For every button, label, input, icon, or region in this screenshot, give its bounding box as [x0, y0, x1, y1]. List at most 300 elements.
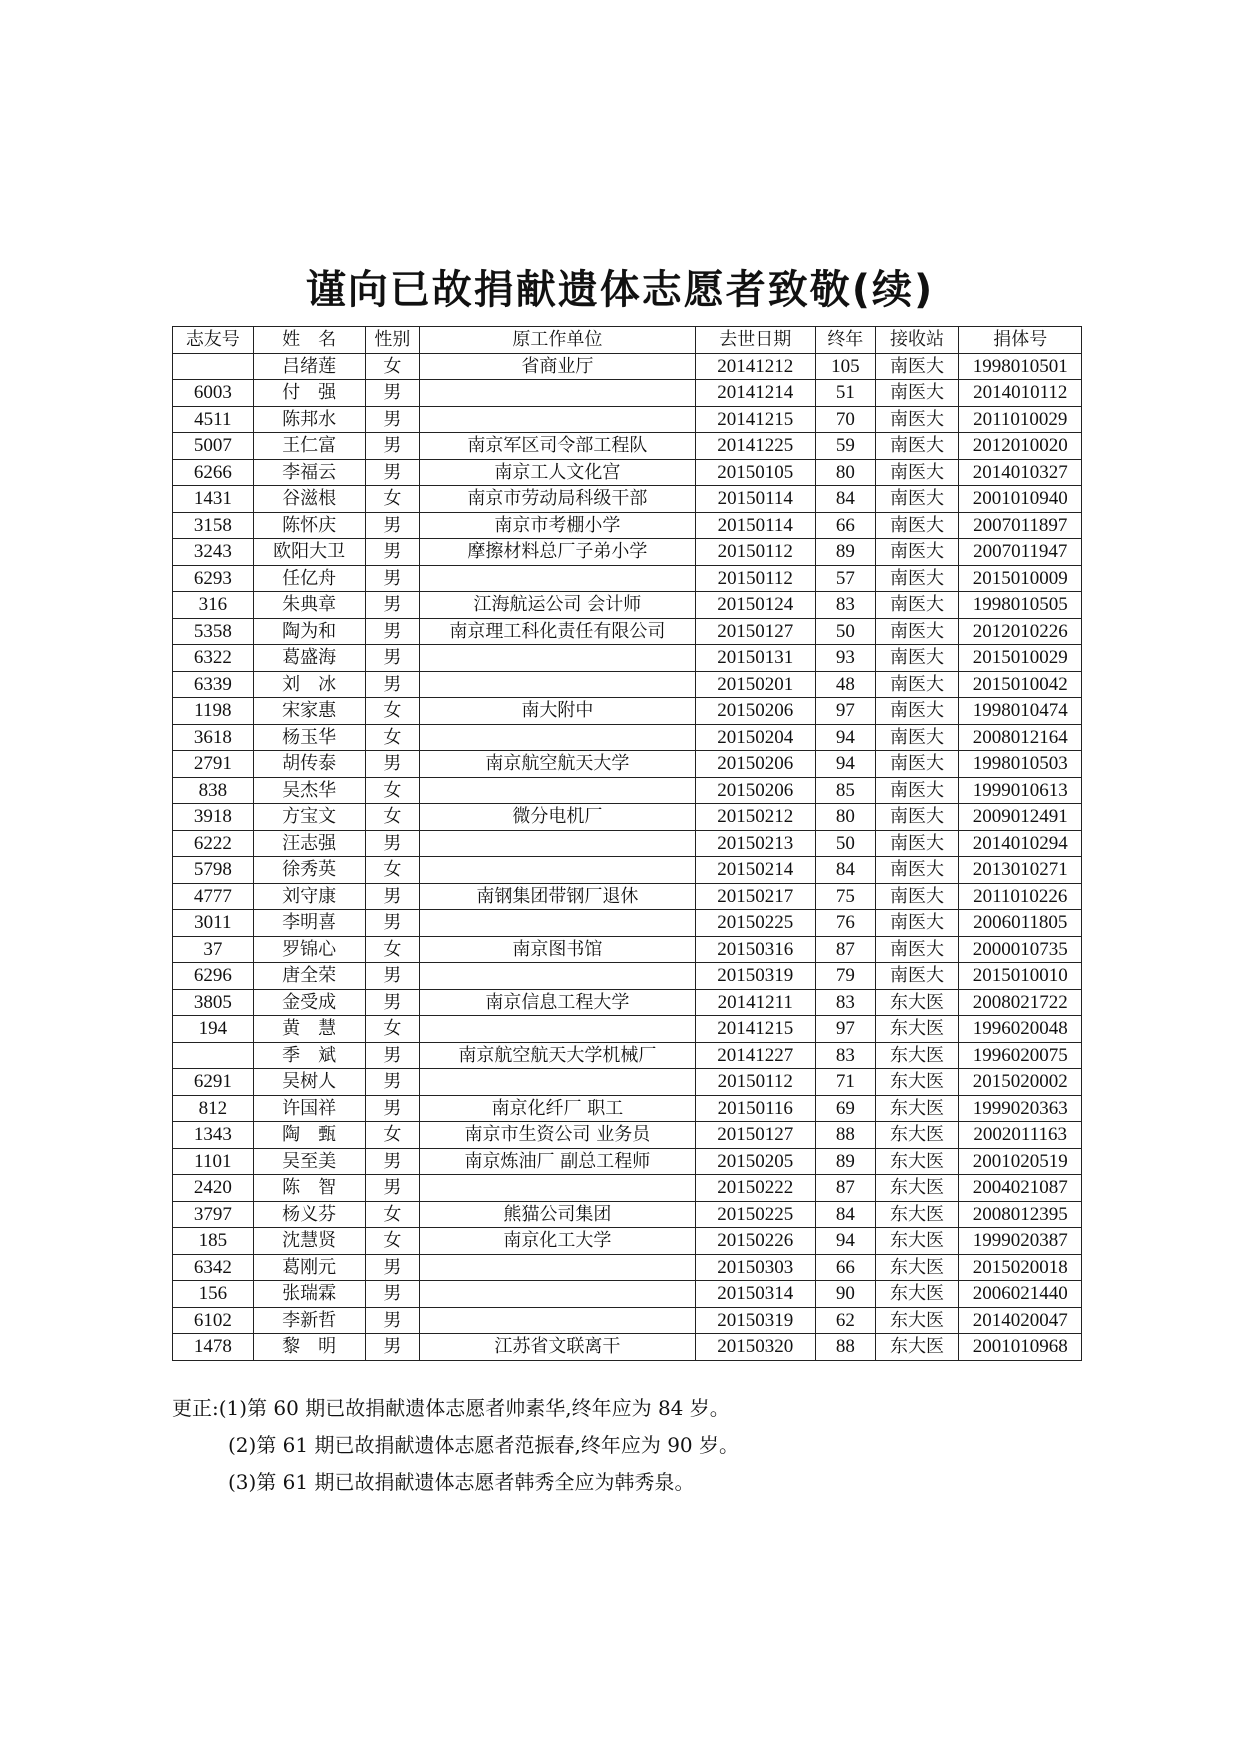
donation-number-cell: 2001010940: [959, 486, 1082, 513]
donation-number-cell: 2011010029: [959, 406, 1082, 433]
work-unit-cell: [420, 1307, 695, 1334]
receiving-station-cell: 东大医: [875, 1069, 959, 1096]
age-cell: 83: [815, 592, 875, 619]
member-id-cell: 6296: [173, 963, 254, 990]
member-id-cell: 1431: [173, 486, 254, 513]
age-cell: 75: [815, 883, 875, 910]
receiving-station-cell: 南医大: [875, 804, 959, 831]
work-unit-cell: 南京军区司令部工程队: [420, 433, 695, 460]
death-date-cell: 20150112: [695, 539, 815, 566]
age-cell: 84: [815, 857, 875, 884]
gender-cell: 男: [365, 565, 419, 592]
name-cell: 葛刚元: [253, 1254, 365, 1281]
name-cell: 葛盛海: [253, 645, 365, 672]
member-id-cell: 4777: [173, 883, 254, 910]
member-id-cell: 5007: [173, 433, 254, 460]
receiving-station-cell: 南医大: [875, 645, 959, 672]
donation-number-cell: 2004021087: [959, 1175, 1082, 1202]
donation-number-cell: 2011010226: [959, 883, 1082, 910]
receiving-station-cell: 南医大: [875, 512, 959, 539]
work-unit-cell: [420, 645, 695, 672]
work-unit-cell: [420, 671, 695, 698]
gender-cell: 男: [365, 618, 419, 645]
age-cell: 89: [815, 539, 875, 566]
name-cell: 吕绪莲: [253, 353, 365, 380]
donation-number-cell: 2013010271: [959, 857, 1082, 884]
table-row: [173, 883, 1082, 910]
donation-number-cell: 2014010327: [959, 459, 1082, 486]
table-row: [173, 380, 1082, 407]
page-title: 谨向已故捐献遗体志愿者致敬(续): [305, 267, 935, 313]
member-id-cell: 3243: [173, 539, 254, 566]
age-cell: 85: [815, 777, 875, 804]
donation-number-cell: 1998010474: [959, 698, 1082, 725]
member-id-cell: 2420: [173, 1175, 254, 1202]
age-cell: 51: [815, 380, 875, 407]
age-cell: 93: [815, 645, 875, 672]
header-donation-number: 捐体号: [959, 327, 1082, 354]
work-unit-cell: [420, 1254, 695, 1281]
name-cell: 宋家惠: [253, 698, 365, 725]
work-unit-cell: [420, 830, 695, 857]
receiving-station-cell: 南医大: [875, 565, 959, 592]
member-id-cell: 2791: [173, 751, 254, 778]
donation-number-cell: 2001020519: [959, 1148, 1082, 1175]
name-cell: 罗锦心: [253, 936, 365, 963]
work-unit-cell: 南京理工科化责任有限公司: [420, 618, 695, 645]
death-date-cell: 20150116: [695, 1095, 815, 1122]
receiving-station-cell: 南医大: [875, 777, 959, 804]
work-unit-cell: [420, 565, 695, 592]
death-date-cell: 20150319: [695, 963, 815, 990]
member-id-cell: 6342: [173, 1254, 254, 1281]
donation-number-cell: 1998010501: [959, 353, 1082, 380]
name-cell: 吴树人: [253, 1069, 365, 1096]
receiving-station-cell: 南医大: [875, 353, 959, 380]
age-cell: 94: [815, 724, 875, 751]
gender-cell: 女: [365, 1016, 419, 1043]
death-date-cell: 20150213: [695, 830, 815, 857]
age-cell: 59: [815, 433, 875, 460]
age-cell: 50: [815, 830, 875, 857]
receiving-station-cell: 南医大: [875, 486, 959, 513]
member-id-cell: 6102: [173, 1307, 254, 1334]
name-cell: 杨义芬: [253, 1201, 365, 1228]
gender-cell: 男: [365, 1175, 419, 1202]
age-cell: 97: [815, 1016, 875, 1043]
table-row: [173, 353, 1082, 380]
table-row: [173, 777, 1082, 804]
table-row: [173, 459, 1082, 486]
receiving-station-cell: 南医大: [875, 539, 959, 566]
table-row: [173, 1069, 1082, 1096]
table-row: [173, 804, 1082, 831]
table-row: [173, 1122, 1082, 1149]
donation-number-cell: 2015010010: [959, 963, 1082, 990]
table-row: [173, 512, 1082, 539]
correction-line-3: [172, 1464, 739, 1501]
work-unit-cell: [420, 963, 695, 990]
table-row: [173, 1254, 1082, 1281]
table-row: [173, 698, 1082, 725]
name-cell: 吴杰华: [253, 777, 365, 804]
age-cell: 48: [815, 671, 875, 698]
work-unit-cell: 南京工人文化宫: [420, 459, 695, 486]
death-date-cell: 20150204: [695, 724, 815, 751]
death-date-cell: 20150206: [695, 751, 815, 778]
name-cell: 沈慧贤: [253, 1228, 365, 1255]
member-id-cell: 3805: [173, 989, 254, 1016]
gender-cell: 男: [365, 592, 419, 619]
member-id-cell: 1343: [173, 1122, 254, 1149]
member-id-cell: 185: [173, 1228, 254, 1255]
receiving-station-cell: 东大医: [875, 1254, 959, 1281]
gender-cell: 男: [365, 989, 419, 1016]
name-cell: 胡传泰: [253, 751, 365, 778]
receiving-station-cell: 南医大: [875, 618, 959, 645]
work-unit-cell: 南京化纤厂 职工: [420, 1095, 695, 1122]
table-row: [173, 1334, 1082, 1361]
header-name: 姓 名: [253, 327, 365, 354]
work-unit-cell: [420, 1016, 695, 1043]
name-cell: 王仁富: [253, 433, 365, 460]
member-id-cell: 3011: [173, 910, 254, 937]
gender-cell: 女: [365, 724, 419, 751]
table-row: [173, 433, 1082, 460]
donation-number-cell: 1996020075: [959, 1042, 1082, 1069]
receiving-station-cell: 东大医: [875, 1307, 959, 1334]
receiving-station-cell: 南医大: [875, 724, 959, 751]
member-id-cell: 3797: [173, 1201, 254, 1228]
gender-cell: 男: [365, 645, 419, 672]
death-date-cell: 20150201: [695, 671, 815, 698]
member-id-cell: 3158: [173, 512, 254, 539]
age-cell: 94: [815, 1228, 875, 1255]
table-row: [173, 1016, 1082, 1043]
member-id-cell: 6322: [173, 645, 254, 672]
donation-number-cell: 1999020363: [959, 1095, 1082, 1122]
gender-cell: 女: [365, 804, 419, 831]
death-date-cell: 20150124: [695, 592, 815, 619]
receiving-station-cell: 南医大: [875, 433, 959, 460]
work-unit-cell: 江苏省文联离干: [420, 1334, 695, 1361]
member-id-cell: 4511: [173, 406, 254, 433]
name-cell: 陶 甄: [253, 1122, 365, 1149]
gender-cell: 男: [365, 910, 419, 937]
receiving-station-cell: 南医大: [875, 936, 959, 963]
table-row: [173, 565, 1082, 592]
name-cell: 杨玉华: [253, 724, 365, 751]
death-date-cell: 20150114: [695, 512, 815, 539]
table-row: [173, 1148, 1082, 1175]
header-work-unit: 原工作单位: [420, 327, 695, 354]
name-cell: 朱典章: [253, 592, 365, 619]
member-id-cell: [173, 353, 254, 380]
work-unit-cell: [420, 724, 695, 751]
work-unit-cell: 江海航运公司 会计师: [420, 592, 695, 619]
table-row: [173, 486, 1082, 513]
donation-number-cell: 2002011163: [959, 1122, 1082, 1149]
gender-cell: 女: [365, 857, 419, 884]
gender-cell: 女: [365, 936, 419, 963]
gender-cell: 男: [365, 751, 419, 778]
donation-number-cell: 2015010009: [959, 565, 1082, 592]
gender-cell: 男: [365, 433, 419, 460]
age-cell: 80: [815, 459, 875, 486]
table-row: [173, 989, 1082, 1016]
death-date-cell: 20150225: [695, 1201, 815, 1228]
table-row: [173, 857, 1082, 884]
age-cell: 69: [815, 1095, 875, 1122]
death-date-cell: 20150303: [695, 1254, 815, 1281]
gender-cell: 男: [365, 539, 419, 566]
receiving-station-cell: 南医大: [875, 883, 959, 910]
work-unit-cell: 南京市生资公司 业务员: [420, 1122, 695, 1149]
member-id-cell: 5798: [173, 857, 254, 884]
receiving-station-cell: 东大医: [875, 1175, 959, 1202]
member-id-cell: 3618: [173, 724, 254, 751]
corrections-notes: [172, 1390, 739, 1501]
death-date-cell: 20150316: [695, 936, 815, 963]
gender-cell: 男: [365, 459, 419, 486]
death-date-cell: 20141214: [695, 380, 815, 407]
correction-item: (2)第 61 期已故捐献遗体志愿者范振春,终年应为 90 岁。: [228, 1433, 740, 1457]
table-row: [173, 1095, 1082, 1122]
gender-cell: 男: [365, 1042, 419, 1069]
correction-item: (3)第 61 期已故捐献遗体志愿者韩秀全应为韩秀泉。: [228, 1470, 695, 1494]
age-cell: 94: [815, 751, 875, 778]
table-row: [173, 724, 1082, 751]
table-row: [173, 618, 1082, 645]
death-date-cell: 20150114: [695, 486, 815, 513]
name-cell: 吴至美: [253, 1148, 365, 1175]
gender-cell: 女: [365, 1228, 419, 1255]
age-cell: 105: [815, 353, 875, 380]
gender-cell: 男: [365, 1307, 419, 1334]
receiving-station-cell: 南医大: [875, 592, 959, 619]
age-cell: 50: [815, 618, 875, 645]
table-row: [173, 830, 1082, 857]
work-unit-cell: 熊猫公司集团: [420, 1201, 695, 1228]
gender-cell: 男: [365, 406, 419, 433]
donation-number-cell: 1999020387: [959, 1228, 1082, 1255]
donation-number-cell: 1999010613: [959, 777, 1082, 804]
header-receiving-station: 接收站: [875, 327, 959, 354]
donation-number-cell: 2014010112: [959, 380, 1082, 407]
work-unit-cell: 南京航空航天大学机械厂: [420, 1042, 695, 1069]
correction-line-2: [172, 1427, 739, 1464]
donation-number-cell: 2012010226: [959, 618, 1082, 645]
death-date-cell: 20150214: [695, 857, 815, 884]
work-unit-cell: [420, 1175, 695, 1202]
donation-number-cell: 2015010042: [959, 671, 1082, 698]
table-row: [173, 1281, 1082, 1308]
death-date-cell: 20150314: [695, 1281, 815, 1308]
table-row: [173, 936, 1082, 963]
table-row: [173, 751, 1082, 778]
age-cell: 57: [815, 565, 875, 592]
table-row: [173, 1307, 1082, 1334]
correction-line-1: [172, 1390, 739, 1427]
table-header-row: [173, 327, 1082, 354]
receiving-station-cell: 南医大: [875, 910, 959, 937]
donation-number-cell: 1998010503: [959, 751, 1082, 778]
table-row: [173, 910, 1082, 937]
death-date-cell: 20150112: [695, 565, 815, 592]
work-unit-cell: [420, 910, 695, 937]
receiving-station-cell: 南医大: [875, 406, 959, 433]
member-id-cell: 812: [173, 1095, 254, 1122]
table-row: [173, 1042, 1082, 1069]
receiving-station-cell: 南医大: [875, 963, 959, 990]
gender-cell: 女: [365, 1201, 419, 1228]
name-cell: 付 强: [253, 380, 365, 407]
age-cell: 79: [815, 963, 875, 990]
correction-item: :(1)第 60 期已故捐献遗体志愿者帅素华,终年应为 84 岁。: [212, 1396, 730, 1420]
name-cell: 陈邦水: [253, 406, 365, 433]
age-cell: 90: [815, 1281, 875, 1308]
gender-cell: 男: [365, 830, 419, 857]
table-row: [173, 539, 1082, 566]
receiving-station-cell: 南医大: [875, 671, 959, 698]
member-id-cell: 1101: [173, 1148, 254, 1175]
donation-number-cell: 2000010735: [959, 936, 1082, 963]
table-row: [173, 1175, 1082, 1202]
table-row: [173, 1228, 1082, 1255]
receiving-station-cell: 南医大: [875, 830, 959, 857]
name-cell: 李明喜: [253, 910, 365, 937]
header-gender: 性别: [365, 327, 419, 354]
receiving-station-cell: 东大医: [875, 1148, 959, 1175]
death-date-cell: 20141225: [695, 433, 815, 460]
work-unit-cell: 南京化工大学: [420, 1228, 695, 1255]
member-id-cell: [173, 1042, 254, 1069]
name-cell: 欧阳大卫: [253, 539, 365, 566]
death-date-cell: 20150319: [695, 1307, 815, 1334]
work-unit-cell: 南京航空航天大学: [420, 751, 695, 778]
age-cell: 84: [815, 1201, 875, 1228]
name-cell: 李新哲: [253, 1307, 365, 1334]
age-cell: 97: [815, 698, 875, 725]
member-id-cell: 6293: [173, 565, 254, 592]
death-date-cell: 20141227: [695, 1042, 815, 1069]
receiving-station-cell: 南医大: [875, 857, 959, 884]
gender-cell: 男: [365, 1148, 419, 1175]
work-unit-cell: 南京信息工程大学: [420, 989, 695, 1016]
work-unit-cell: [420, 777, 695, 804]
name-cell: 黄 慧: [253, 1016, 365, 1043]
death-date-cell: 20150206: [695, 698, 815, 725]
death-date-cell: 20150131: [695, 645, 815, 672]
name-cell: 刘 冰: [253, 671, 365, 698]
age-cell: 70: [815, 406, 875, 433]
receiving-station-cell: 东大医: [875, 1095, 959, 1122]
gender-cell: 女: [365, 1122, 419, 1149]
corrections-label: 更正: [172, 1396, 212, 1420]
age-cell: 71: [815, 1069, 875, 1096]
work-unit-cell: [420, 857, 695, 884]
table-row: [173, 671, 1082, 698]
name-cell: 方宝文: [253, 804, 365, 831]
donation-number-cell: 2006011805: [959, 910, 1082, 937]
member-id-cell: 6291: [173, 1069, 254, 1096]
death-date-cell: 20150112: [695, 1069, 815, 1096]
receiving-station-cell: 东大医: [875, 1281, 959, 1308]
age-cell: 76: [815, 910, 875, 937]
name-cell: 刘守康: [253, 883, 365, 910]
donation-number-cell: 2008021722: [959, 989, 1082, 1016]
age-cell: 83: [815, 1042, 875, 1069]
gender-cell: 女: [365, 777, 419, 804]
age-cell: 88: [815, 1334, 875, 1361]
member-id-cell: 6266: [173, 459, 254, 486]
name-cell: 汪志强: [253, 830, 365, 857]
gender-cell: 男: [365, 1334, 419, 1361]
member-id-cell: 3918: [173, 804, 254, 831]
name-cell: 李福云: [253, 459, 365, 486]
name-cell: 任亿舟: [253, 565, 365, 592]
gender-cell: 男: [365, 883, 419, 910]
member-id-cell: 37: [173, 936, 254, 963]
member-id-cell: 6339: [173, 671, 254, 698]
work-unit-cell: [420, 1281, 695, 1308]
receiving-station-cell: 南医大: [875, 698, 959, 725]
name-cell: 唐全荣: [253, 963, 365, 990]
age-cell: 87: [815, 936, 875, 963]
member-id-cell: 316: [173, 592, 254, 619]
work-unit-cell: [420, 1069, 695, 1096]
header-death-date: 去世日期: [695, 327, 815, 354]
table-row: [173, 592, 1082, 619]
donation-number-cell: 2007011947: [959, 539, 1082, 566]
donation-number-cell: 2007011897: [959, 512, 1082, 539]
receiving-station-cell: 东大医: [875, 1042, 959, 1069]
receiving-station-cell: 南医大: [875, 459, 959, 486]
death-date-cell: 20150127: [695, 618, 815, 645]
death-date-cell: 20141211: [695, 989, 815, 1016]
work-unit-cell: 摩擦材料总厂子弟小学: [420, 539, 695, 566]
age-cell: 89: [815, 1148, 875, 1175]
work-unit-cell: [420, 406, 695, 433]
table-row: [173, 406, 1082, 433]
name-cell: 陈怀庆: [253, 512, 365, 539]
header-member-id: 志友号: [173, 327, 254, 354]
work-unit-cell: 南京炼油厂 副总工程师: [420, 1148, 695, 1175]
gender-cell: 男: [365, 1254, 419, 1281]
age-cell: 84: [815, 486, 875, 513]
table-row: [173, 645, 1082, 672]
name-cell: 张瑞霖: [253, 1281, 365, 1308]
name-cell: 徐秀英: [253, 857, 365, 884]
header-age: 终年: [815, 327, 875, 354]
death-date-cell: 20150205: [695, 1148, 815, 1175]
death-date-cell: 20141215: [695, 1016, 815, 1043]
age-cell: 87: [815, 1175, 875, 1202]
member-id-cell: 6222: [173, 830, 254, 857]
gender-cell: 女: [365, 486, 419, 513]
donation-number-cell: 1998010505: [959, 592, 1082, 619]
donation-number-cell: 2008012164: [959, 724, 1082, 751]
work-unit-cell: [420, 380, 695, 407]
work-unit-cell: 南京市劳动局科级干部: [420, 486, 695, 513]
donation-number-cell: 2014020047: [959, 1307, 1082, 1334]
member-id-cell: 838: [173, 777, 254, 804]
receiving-station-cell: 东大医: [875, 1201, 959, 1228]
name-cell: 金受成: [253, 989, 365, 1016]
receiving-station-cell: 南医大: [875, 380, 959, 407]
work-unit-cell: 南京图书馆: [420, 936, 695, 963]
name-cell: 陶为和: [253, 618, 365, 645]
